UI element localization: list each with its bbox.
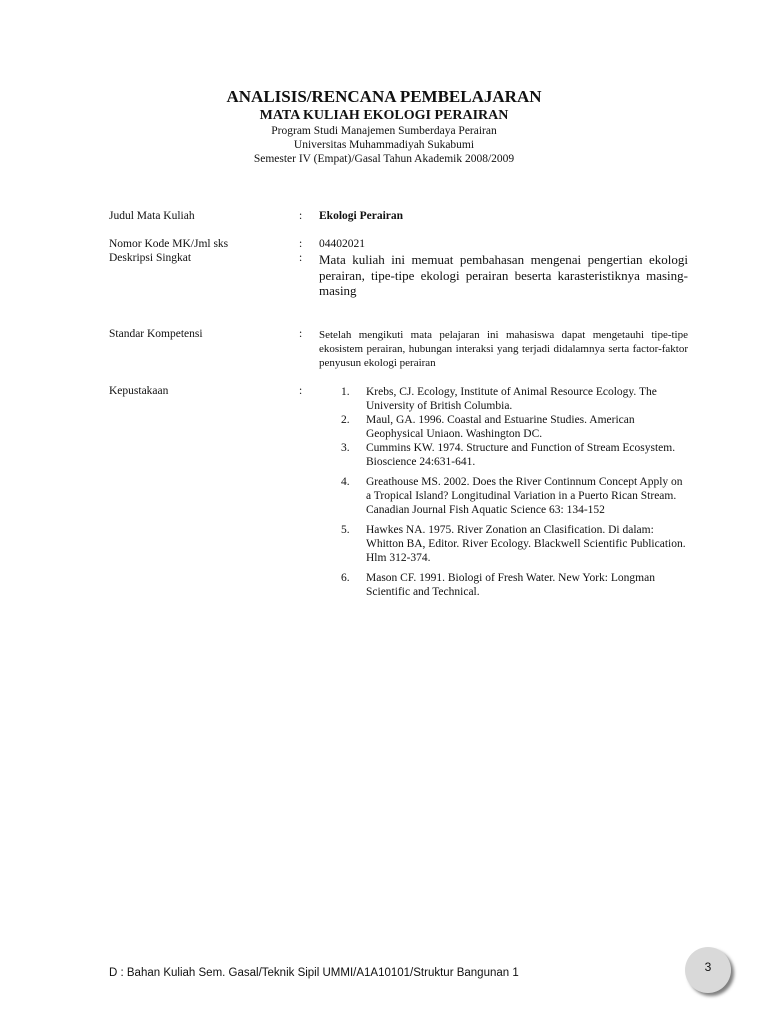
- document-header: [0, 86, 768, 166]
- field-value: Mata kuliah ini memuat pembahasan mengenai pengertian ekologi perairan, tipe-tipe ekologi perairan beserta karasteristiknya masing-masing: [319, 252, 688, 298]
- field-value: Ekologi Perairan: [319, 210, 404, 222]
- field-label: Judul Mata Kuliah: [109, 210, 195, 222]
- reference-text: Cummins KW. 1974. Structure and Function of Stream Ecosystem. Bioscience 24:631-641.: [366, 442, 676, 468]
- reference-text: Greathouse MS. 2002. Does the River Continnum Concept Apply on a Tropical Island? Longitudinal Variation in a Puerto Rican Stream. Canadian Journal Fish Aquatic Science 63: 134-152: [366, 476, 683, 516]
- reference-number: 4.: [341, 476, 350, 488]
- page-number-badge: 3: [685, 947, 731, 993]
- list-item: [319, 571, 688, 599]
- field-label: Nomor Kode MK/Jml sks: [109, 238, 229, 250]
- university-name: Universitas Muhammadiyah Sukabumi: [293, 139, 475, 151]
- reference-text: Maul, GA. 1996. Coastal and Estuarine Studies. American Geophysical Uniaon. Washington DC.: [366, 414, 635, 440]
- list-item: [319, 441, 688, 469]
- field-colon: :: [299, 252, 303, 264]
- list-item: [319, 413, 688, 441]
- reference-list: [319, 385, 688, 599]
- program-name: Program Studi Manajemen Sumberdaya Perairan: [271, 125, 497, 137]
- field-colon: :: [299, 385, 303, 397]
- semester-info: Semester IV (Empat)/Gasal Tahun Akademik 2008/2009: [253, 153, 515, 165]
- list-item: [319, 523, 688, 565]
- document-subtitle: MATA KULIAH EKOLOGI PERAIRAN: [259, 108, 509, 123]
- field-label: Standar Kompetensi: [109, 328, 203, 340]
- reference-number: 5.: [341, 524, 350, 536]
- field-label: Deskripsi Singkat: [109, 252, 192, 264]
- document-title: ANALISIS/RENCANA PEMBELAJARAN: [226, 87, 542, 106]
- reference-text: Mason CF. 1991. Biologi of Fresh Water. New York: Longman Scientific and Technical.: [366, 572, 655, 598]
- field-colon: :: [299, 210, 303, 222]
- reference-number: 6.: [341, 572, 350, 584]
- field-value: Setelah mengikuti mata pelajaran ini mahasiswa dapat mengetauhi tipe-tipe ekosistem perairan, hubungan interaksi yang terjadi didalamnya serta factor-faktor penyusun ekologi perairan: [319, 329, 688, 369]
- field-colon: :: [299, 328, 303, 340]
- list-item: [319, 385, 688, 413]
- list-item: [319, 475, 688, 517]
- reference-text: Hawkes NA. 1975. River Zonation an Clasification. Di dalam: Whitton BA, Editor. River Ecology. Blackwell Scientific Publication. Hlm 312-374.: [366, 524, 686, 564]
- field-value: 04402021: [319, 238, 365, 250]
- page-footer: D : Bahan Kuliah Sem. Gasal/Teknik Sipil UMMI/A1A10101/Struktur Bangunan 1: [109, 967, 519, 979]
- reference-number: 2.: [341, 414, 350, 426]
- reference-number: 3.: [341, 442, 350, 454]
- reference-number: 1.: [341, 386, 350, 398]
- field-label: Kepustakaan: [109, 385, 169, 397]
- reference-text: Krebs, CJ. Ecology, Institute of Animal Resource Ecology. The University of British Columbia.: [366, 386, 657, 412]
- field-colon: :: [299, 238, 303, 250]
